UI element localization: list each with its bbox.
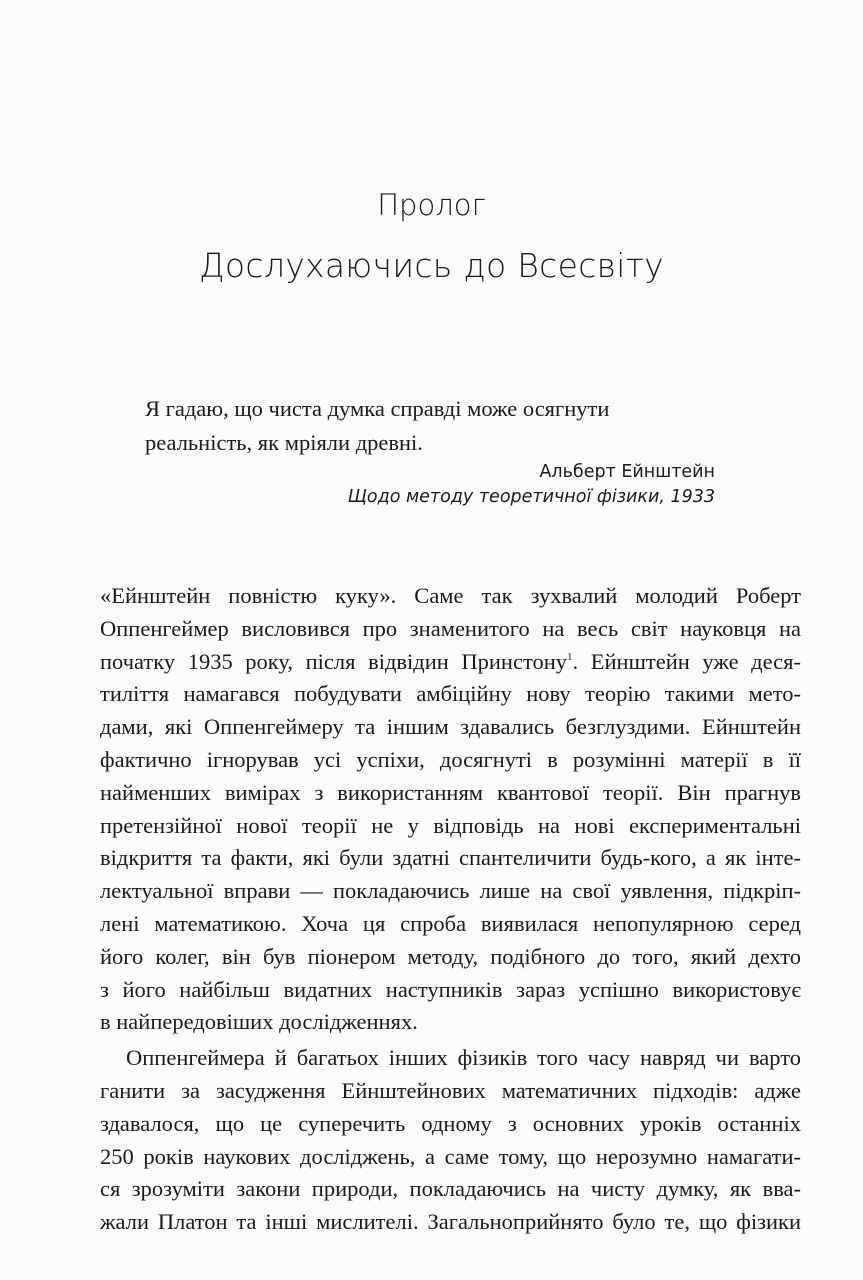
text-line: 250 років наукових досліджень, а саме тому, що нерозумно намагати- — [100, 1143, 801, 1169]
text-line — [100, 646, 801, 679]
text-segment: початку 1935 року, після відвідин Принстону — [100, 648, 568, 674]
body-text — [100, 580, 801, 1239]
text-line: «Ейнштейн повністю куку». Саме так зухвалий молодий Роберт — [100, 583, 801, 608]
text-line: лектуальної вправи — покладаючись лише на свої уявлення, підкріп- — [100, 878, 801, 904]
text-line: фактично ігнорував усі успіхи, досягнуті в розумінні матерії в її — [100, 746, 801, 772]
text-line: в найпередовіших дослідженнях. — [100, 1009, 418, 1035]
text-line: його колег, він був піонером методу, подібного до того, який дехто — [100, 943, 801, 969]
text-line: лені математикою. Хоча ця спроба виявилася непопулярною серед — [100, 910, 801, 936]
epigraph-source: Щодо методу теоретичної фізики, 1933 — [347, 487, 715, 507]
text-line: відкриття та факти, які були здатні спантеличити будь-кого, а як інте- — [100, 845, 801, 871]
chapter-title: Дослухаючись до Всесвіту — [198, 246, 665, 285]
text-line: тиліття намагався побудувати амбіційну нову теорію такими мето- — [100, 681, 801, 707]
epigraph — [145, 392, 715, 510]
text-line: ганити за засудження Ейнштейнових математичних підходів: адже — [100, 1077, 801, 1103]
text-line: найменших вимірах з використанням квантової теорії. Він прагнув — [100, 779, 801, 805]
paragraph — [100, 580, 801, 1039]
epigraph-line: реальність, як мріяли древні. — [145, 430, 423, 455]
text-line: здавалося, що це суперечить одному з основних уроків останніх — [100, 1110, 801, 1136]
text-segment: . Ейнштейн уже деся- — [572, 648, 801, 674]
epigraph-line: Я гадаю, що чиста думка справді може осягнути — [145, 396, 610, 421]
text-line: з його найбільш видатних наступників зараз успішно використовує — [100, 976, 801, 1002]
chapter-label: Пролог — [377, 188, 486, 222]
footnote-marker[interactable]: 1 — [567, 650, 573, 663]
epigraph-author: Альберт Ейнштейн — [539, 462, 715, 482]
paragraph — [100, 1042, 801, 1239]
text-line: претензійної нової теорії не у відповідь на нові експериментальні — [100, 812, 801, 838]
text-line: Оппенгеймер висловився про знаменитого на весь світ науковця на — [100, 615, 801, 641]
text-line: Оппенгеймера й багатьох інших фізиків того часу навряд чи варто — [126, 1045, 801, 1071]
text-line: дами, які Оппенгеймеру та іншим здавались безглуздими. Ейнштейн — [100, 714, 801, 740]
text-line: жали Платон та інші мислителі. Загальноприйнято було те, що фізики — [100, 1209, 801, 1235]
text-line: ся зрозуміти закони природи, покладаючись на чисту думку, як вва- — [100, 1176, 801, 1202]
